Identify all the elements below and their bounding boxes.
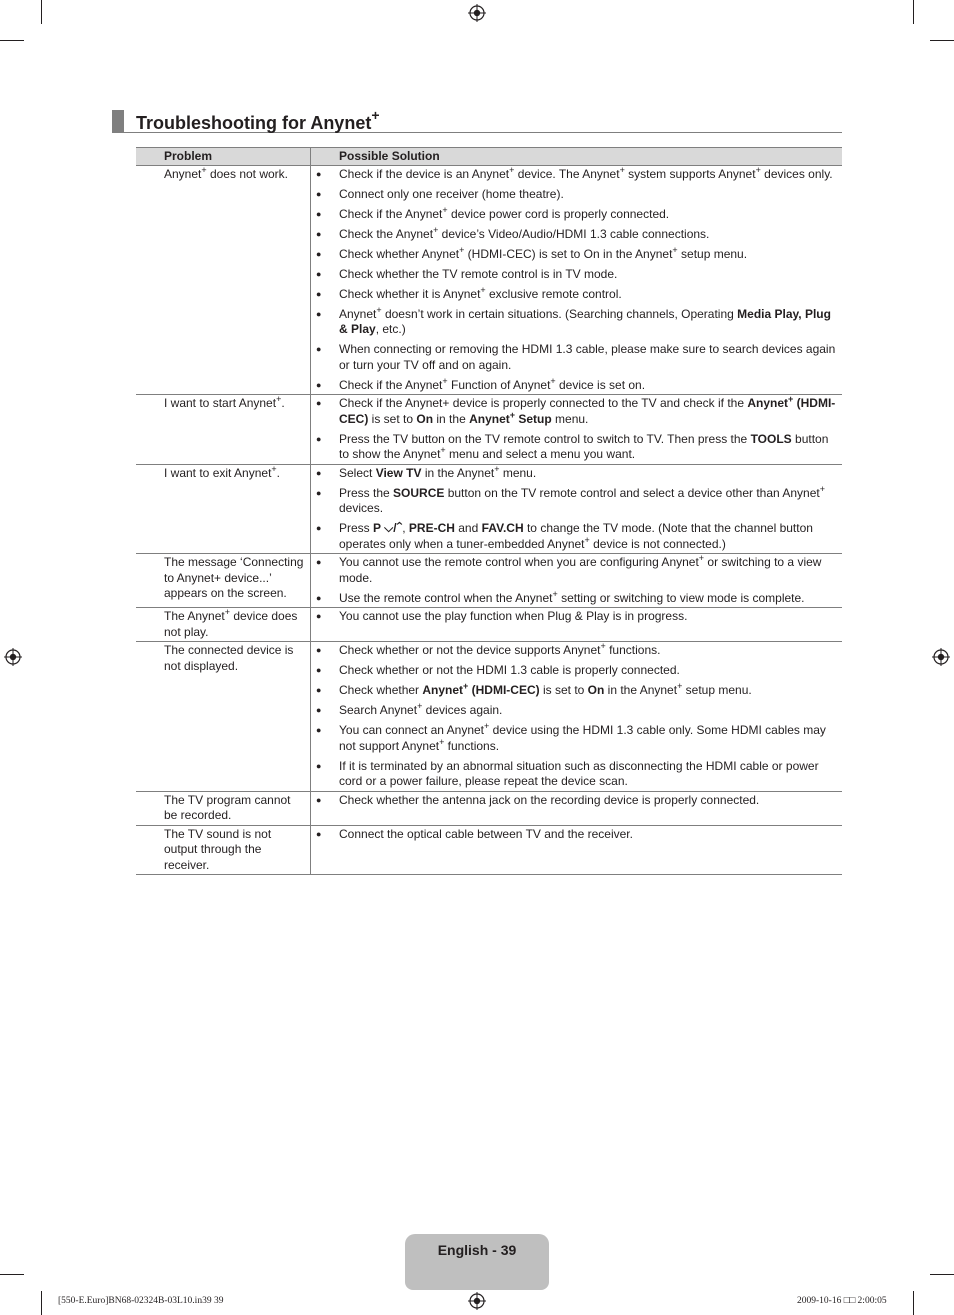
list-item: ● Press the TV button on the TV remote control to switch to TV. Then press the TOOLS button to show the Anynet+ menu and select a menu you want.: [311, 432, 838, 463]
list-item: ● Anynet+ doesn’t work in certain situations. (Searching channels, Operating Media Play, Plug & Play, etc.): [311, 307, 838, 338]
crop-mark: [913, 1291, 914, 1315]
problem-cell: I want to exit Anynet+.: [136, 464, 311, 554]
problem-cell: I want to start Anynet+.: [136, 395, 311, 465]
problem-cell: The TV sound is not output through the receiver.: [136, 825, 311, 875]
list-item: ● Check whether Anynet+ (HDMI-CEC) is set to On in the Anynet+ setup menu.: [311, 247, 838, 263]
crop-mark: [0, 40, 24, 41]
print-slug-right: 2009-10-16 □□ 2:00:05: [797, 1296, 887, 1306]
solution-list: [311, 827, 838, 843]
solution-cell: [311, 791, 843, 825]
table-row: [136, 642, 842, 792]
list-item: ● Press the SOURCE button on the TV remote control and select a device other than Anynet+ devices.: [311, 486, 838, 517]
table-row: [136, 165, 842, 395]
page-title: Troubleshooting for Anynet+: [136, 107, 380, 133]
table-row: [136, 791, 842, 825]
crop-mark: [0, 1274, 24, 1275]
problem-cell: Anynet+ does not work.: [136, 165, 311, 395]
solution-list: [311, 164, 838, 394]
problem-cell: The Anynet+ device does not play.: [136, 608, 311, 642]
list-item: ● Check whether it is Anynet+ exclusive remote control.: [311, 287, 838, 303]
list-item: ● Check whether or not the device supports Anynet+ functions.: [311, 643, 838, 659]
table-row: [136, 608, 842, 642]
solution-cell: [311, 825, 843, 875]
table-row: [136, 554, 842, 608]
problem-cell: The TV program cannot be recorded.: [136, 791, 311, 825]
list-item: ● Check if the Anynet+ device is properly connected to the TV and check if the Anynet+ (HDMI-CEC) is set to On in the Anynet+ Setup menu.: [311, 396, 838, 427]
registration-mark-icon: [932, 648, 950, 666]
print-slug-left: [550-E.Euro]BN68-02324B-03L10.in39 39: [58, 1296, 224, 1306]
list-item: ● Connect only one receiver (home theatre).: [311, 187, 838, 203]
table-body: [136, 165, 842, 875]
column-header-problem: Problem: [136, 148, 311, 166]
title-accent-bar: [112, 110, 124, 132]
list-item: ● Press P ⌵/⌃, PRE-CH and FAV.CH to change the TV mode. (Note that the channel button operates only when a tuner-embedded Anynet+ device is not connected.): [311, 521, 838, 552]
problem-cell: The connected device is not displayed.: [136, 642, 311, 792]
solution-cell: [311, 554, 843, 608]
list-item: ● When connecting or removing the HDMI 1.3 cable, please make sure to search devices again or turn your TV off and on again.: [311, 342, 838, 373]
list-item: ● Select View TV in the Anynet+ menu.: [311, 466, 838, 482]
crop-mark: [930, 40, 954, 41]
list-item: ● If it is terminated by an abnormal situation such as disconnecting the HDMI cable or power cord or a power failure, please repeat the device scan.: [311, 759, 838, 790]
troubleshooting-table: [136, 147, 842, 875]
solution-list: [311, 609, 838, 625]
list-item: ● Check whether the TV remote control is in TV mode.: [311, 267, 838, 283]
crop-mark: [41, 1291, 42, 1315]
solution-list: [311, 463, 838, 553]
solution-cell: [311, 165, 843, 395]
registration-mark-icon: [468, 1292, 486, 1310]
list-item: ● Connect the optical cable between TV and the receiver.: [311, 827, 838, 843]
solution-cell: [311, 464, 843, 554]
column-header-solution: Possible Solution: [311, 148, 843, 166]
solution-list: [311, 396, 838, 463]
solution-cell: [311, 395, 843, 465]
table-header-row: [136, 148, 842, 166]
table-row: [136, 395, 842, 465]
table-row: [136, 464, 842, 554]
section-header: [112, 108, 842, 133]
solution-list: [311, 555, 838, 606]
list-item: ● Use the remote control when the Anynet+ setting or switching to view mode is complete.: [311, 591, 838, 607]
solution-cell: [311, 642, 843, 792]
solution-list: [311, 643, 838, 790]
registration-mark-icon: [4, 648, 22, 666]
list-item: ● Check whether or not the HDMI 1.3 cable is properly connected.: [311, 663, 838, 679]
registration-mark-icon: [468, 4, 486, 22]
list-item: ● You can connect an Anynet+ device using the HDMI 1.3 cable only. Some HDMI cables may not support Anynet+ functions.: [311, 723, 838, 754]
crop-mark: [913, 0, 914, 24]
list-item: ● Check whether the antenna jack on the recording device is properly connected.: [311, 793, 838, 809]
page-number: English - 39: [437, 1242, 517, 1258]
list-item: ● Check if the device is an Anynet+ device. The Anynet+ system supports Anynet+ devices only.: [311, 167, 838, 183]
list-item: ● Check if the Anynet+ Function of Anynet+ device is set on.: [311, 378, 838, 394]
solution-cell: [311, 608, 843, 642]
list-item: ● You cannot use the remote control when you are configuring Anynet+ or switching to a view mode.: [311, 555, 838, 586]
list-item: ● Search Anynet+ devices again.: [311, 703, 838, 719]
problem-cell: The message ‘Connecting to Anynet+ device...’ appears on the screen.: [136, 554, 311, 608]
crop-mark: [41, 0, 42, 24]
table-row: [136, 825, 842, 875]
list-item: ● You cannot use the play function when Plug & Play is in progress.: [311, 609, 838, 625]
list-item: ● Check if the Anynet+ device power cord is properly connected.: [311, 207, 838, 223]
list-item: ● Check the Anynet+ device’s Video/Audio/HDMI 1.3 cable connections.: [311, 227, 838, 243]
list-item: ● Check whether Anynet+ (HDMI-CEC) is set to On in the Anynet+ setup menu.: [311, 683, 838, 699]
crop-mark: [930, 1274, 954, 1275]
solution-list: [311, 793, 838, 809]
